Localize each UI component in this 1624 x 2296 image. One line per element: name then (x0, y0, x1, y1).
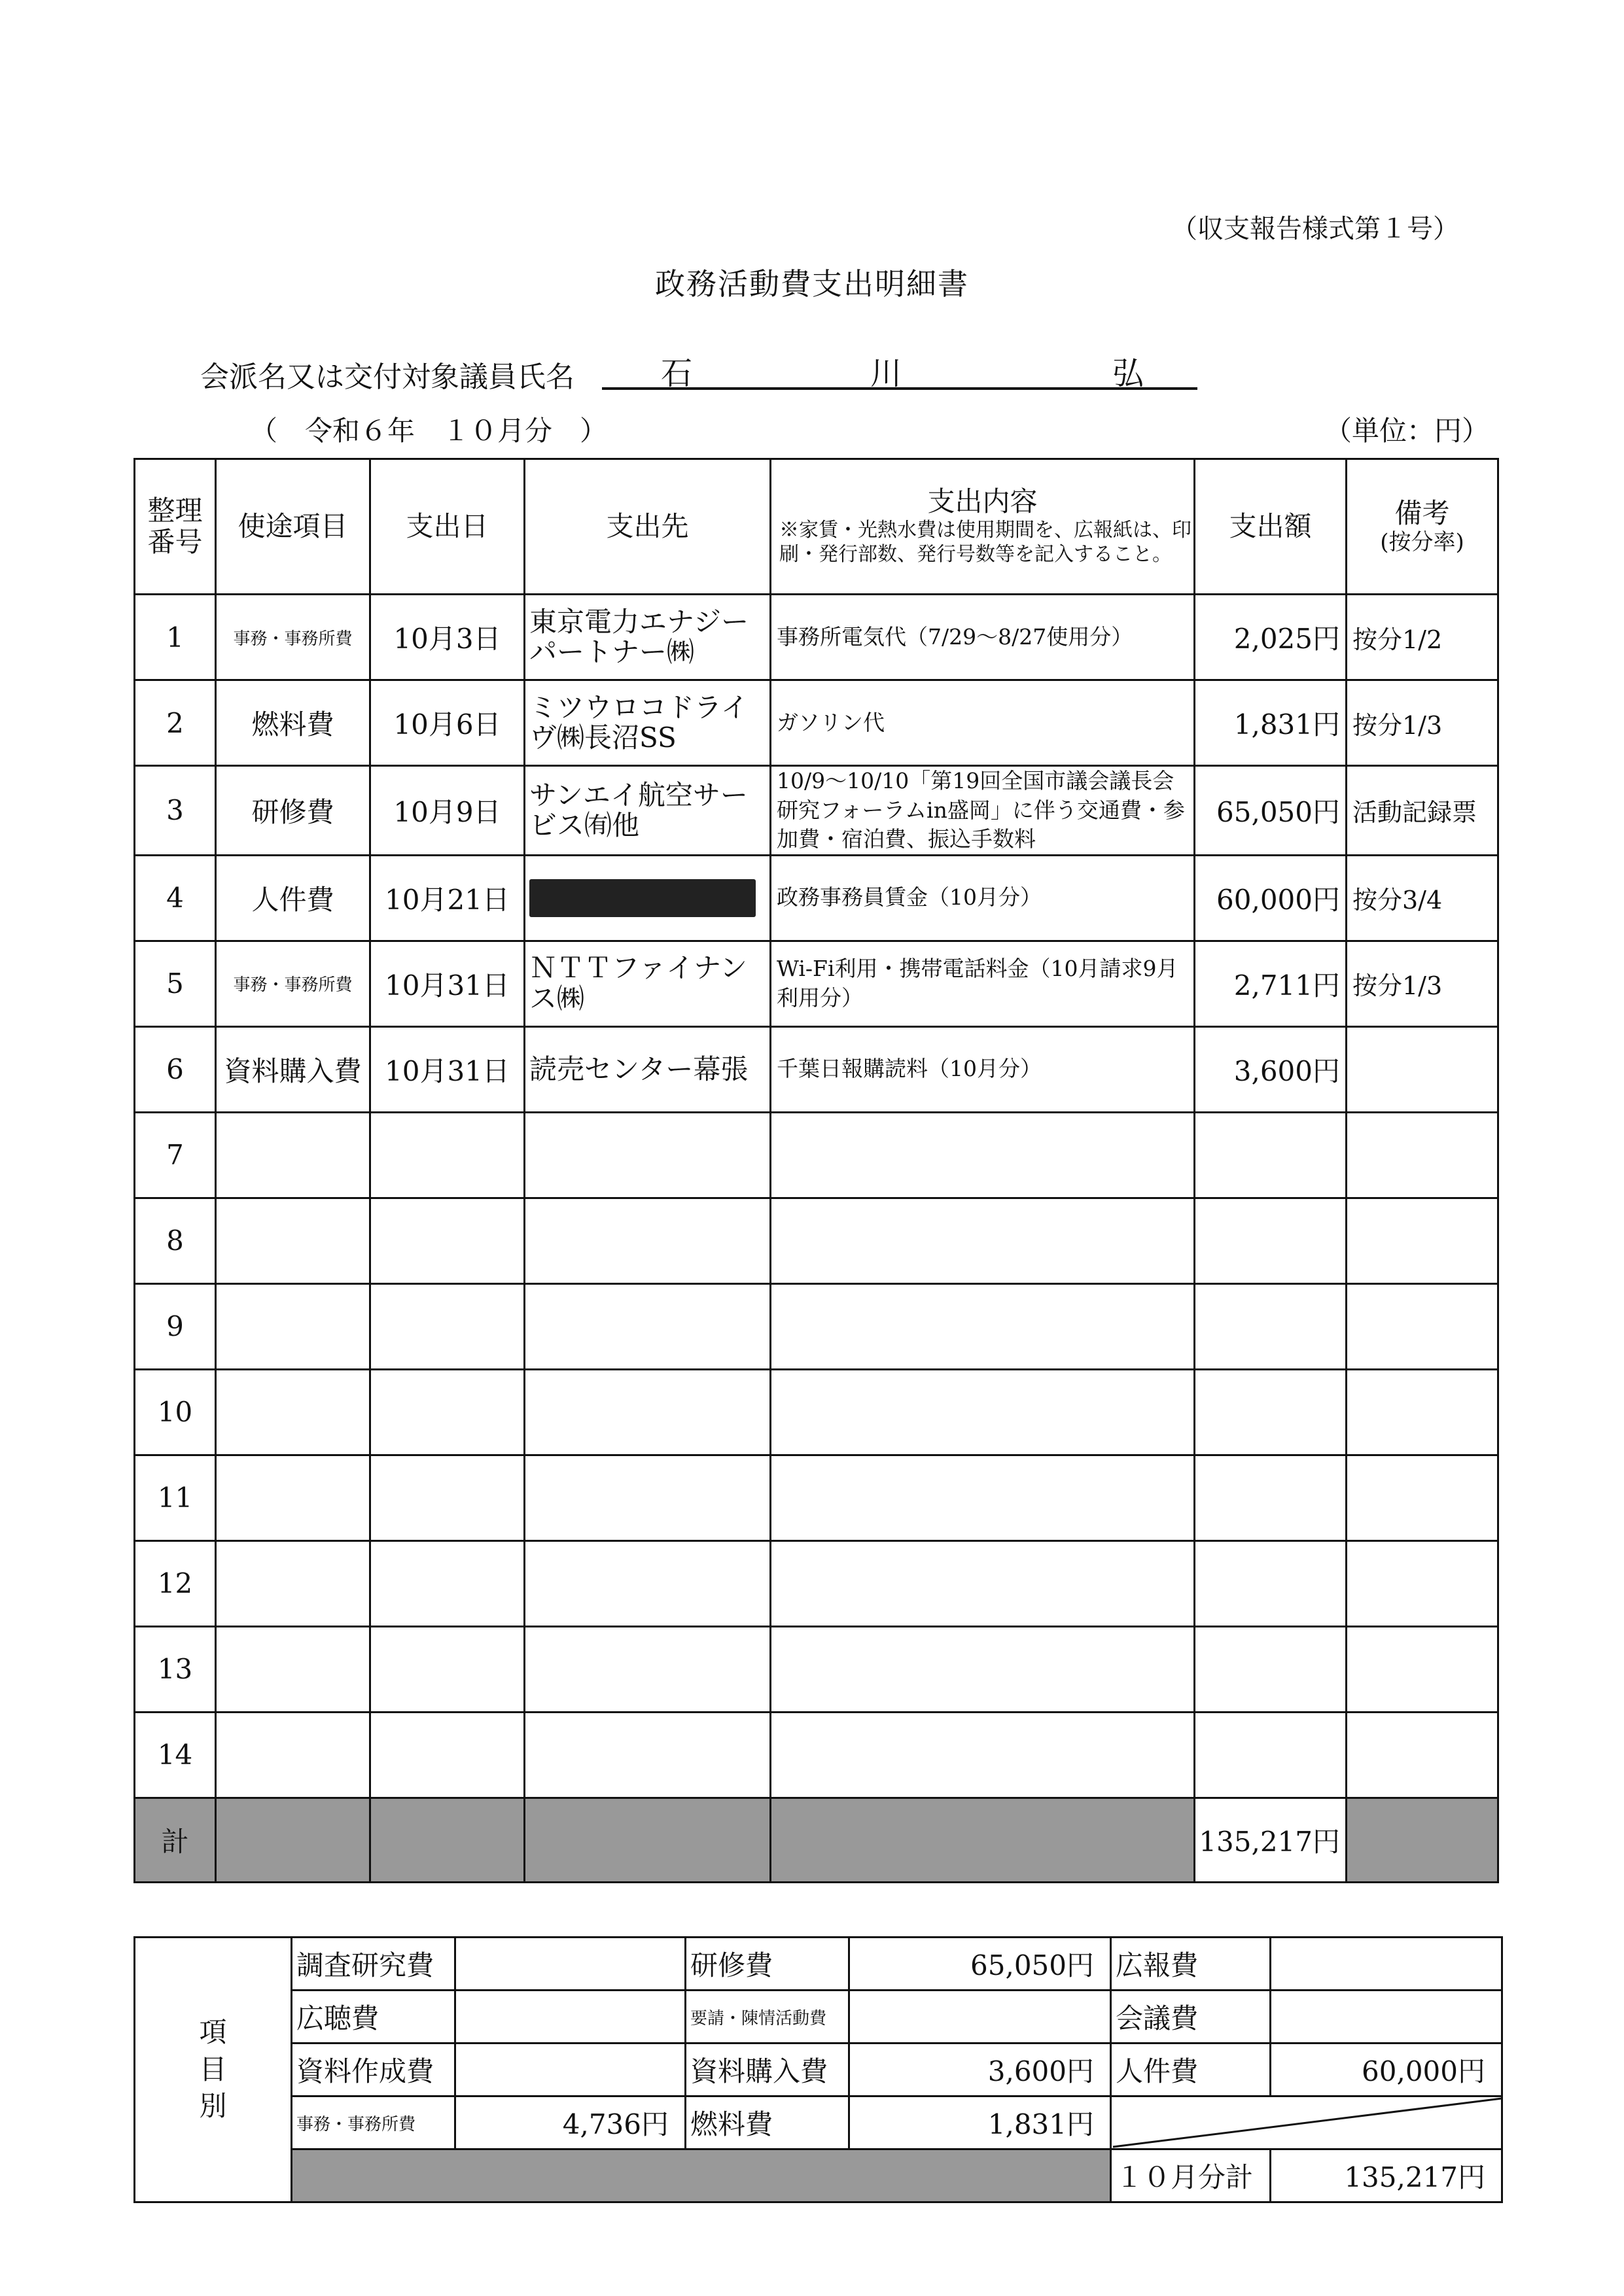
row-content: 10/9～10/10「第19回全国市議会議長会研究フォーラムin盛岡」に伴う交通費・参加費・宿泊費、振込手数料 (771, 766, 1195, 856)
row-payee: 読売センター幕張 (525, 1026, 771, 1112)
summary-item-amount (455, 1991, 686, 2044)
row-amount (1195, 1112, 1347, 1198)
row-content: 事務所電気代（7/29～8/27使用分） (771, 595, 1195, 680)
header-no: 整理 番号 (135, 459, 216, 595)
row-note (1347, 1283, 1498, 1369)
row-content: ガソリン代 (771, 680, 1195, 766)
row-amount (1195, 1540, 1347, 1626)
row-note (1347, 1455, 1498, 1540)
member-name-field (602, 348, 1197, 390)
row-payee (525, 1283, 771, 1369)
summary-row (135, 1938, 1502, 1991)
row-purpose (216, 1112, 370, 1198)
summary-item-label: 広聴費 (292, 1991, 455, 2044)
summary-row (135, 1991, 1502, 2044)
row-payee: ＮＴＴファイナンス㈱ (525, 941, 771, 1026)
row-number: 14 (135, 1712, 216, 1798)
row-content (771, 1198, 1195, 1283)
summary-item-label: 事務・事務所費 (292, 2096, 455, 2149)
total-row (135, 1798, 1498, 1882)
member-name-part: 川 (870, 355, 902, 392)
row-purpose: 資料購入費 (216, 1026, 370, 1112)
row-note (1347, 1112, 1498, 1198)
table-row (135, 1026, 1498, 1112)
row-note: 按分1/2 (1347, 595, 1498, 680)
row-content (771, 1369, 1195, 1455)
row-number: 2 (135, 680, 216, 766)
row-payee (525, 1198, 771, 1283)
summary-item-label: 人件費 (1111, 2044, 1271, 2096)
row-payee: サンエイ航空サービス㈲他 (525, 766, 771, 856)
row-number: 3 (135, 766, 216, 856)
summary-item-amount: 65,050円 (849, 1938, 1111, 1991)
summary-item-label: 調査研究費 (292, 1938, 455, 1991)
row-payee (525, 855, 771, 941)
summary-item-label: 広報費 (1111, 1938, 1271, 1991)
row-date: 10月31日 (370, 941, 525, 1026)
row-note: 按分3/4 (1347, 855, 1498, 941)
row-note (1347, 1198, 1498, 1283)
row-purpose: 事務・事務所費 (216, 941, 370, 1026)
row-date: 10月6日 (370, 680, 525, 766)
row-number: 5 (135, 941, 216, 1026)
month-total-label: １０月分計 (1111, 2149, 1271, 2202)
total-label: 計 (135, 1798, 216, 1882)
header-content-note: ※家賃・光熱水費は使用期間を、広報紙は、印刷・発行部数、発行号数等を記入すること。 (779, 518, 1192, 566)
unit-label: （単位：円） (1324, 415, 1490, 447)
summary-item-label: 資料作成費 (292, 2044, 455, 2096)
row-note (1347, 1540, 1498, 1626)
member-name-label: 会派名又は交付対象議員氏名 (200, 360, 574, 394)
summary-row (135, 2044, 1502, 2096)
row-date (370, 1369, 525, 1455)
member-name-part: 弘 (1112, 355, 1144, 392)
row-number: 13 (135, 1626, 216, 1712)
row-date: 10月21日 (370, 855, 525, 941)
row-payee (525, 1540, 771, 1626)
row-number: 10 (135, 1369, 216, 1455)
row-note: 按分1/3 (1347, 941, 1498, 1026)
row-date (370, 1626, 525, 1712)
table-row (135, 766, 1498, 856)
reporting-period: （ 令和６年 １０月分 ） (250, 415, 608, 447)
summary-item-amount (455, 1938, 686, 1991)
total-blank (1347, 1798, 1498, 1882)
row-amount (1195, 1626, 1347, 1712)
header-payee: 支出先 (525, 459, 771, 595)
row-note: 活動記録票 (1347, 766, 1498, 856)
table-row (135, 855, 1498, 941)
total-blank (370, 1798, 525, 1882)
summary-item-amount: 4,736円 (455, 2096, 686, 2149)
row-amount: 1,831円 (1195, 680, 1347, 766)
member-name-part: 石 (661, 355, 693, 392)
row-payee (525, 1112, 771, 1198)
row-purpose (216, 1712, 370, 1798)
summary-item-amount: 1,831円 (849, 2096, 1111, 2149)
row-date (370, 1455, 525, 1540)
row-payee: 東京電力エナジーパートナー㈱ (525, 595, 771, 680)
row-content (771, 1712, 1195, 1798)
row-amount: 60,000円 (1195, 855, 1347, 941)
row-note (1347, 1026, 1498, 1112)
expenditure-table (133, 458, 1499, 1883)
category-summary-table (133, 1936, 1503, 2203)
table-header-row (135, 459, 1498, 595)
redaction-bar (529, 879, 756, 917)
row-purpose (216, 1283, 370, 1369)
table-row (135, 595, 1498, 680)
header-note-label: 備考 (1394, 497, 1450, 530)
diagonal-strike (1112, 2097, 1503, 2148)
header-date: 支出日 (370, 459, 525, 595)
header-content (771, 459, 1195, 595)
row-purpose: 事務・事務所費 (216, 595, 370, 680)
row-number: 12 (135, 1540, 216, 1626)
row-content: 千葉日報購読料（10月分） (771, 1026, 1195, 1112)
row-payee (525, 1455, 771, 1540)
row-date (370, 1198, 525, 1283)
summary-item-label: 燃料費 (686, 2096, 849, 2149)
row-amount (1195, 1369, 1347, 1455)
row-number: 1 (135, 595, 216, 680)
header-note (1347, 459, 1498, 595)
summary-item-label: 要請・陳情活動費 (686, 1991, 849, 2044)
row-date (370, 1112, 525, 1198)
table-row (135, 1540, 1498, 1626)
table-row (135, 1712, 1498, 1798)
row-purpose (216, 1198, 370, 1283)
row-note: 按分1/3 (1347, 680, 1498, 766)
summary-row (135, 2096, 1502, 2149)
row-number: 6 (135, 1026, 216, 1112)
total-blank (525, 1798, 771, 1882)
row-payee (525, 1369, 771, 1455)
table-row (135, 1455, 1498, 1540)
row-number: 8 (135, 1198, 216, 1283)
row-purpose (216, 1626, 370, 1712)
row-payee: ミツウロコドライヴ㈱長沼SS (525, 680, 771, 766)
row-date (370, 1540, 525, 1626)
summary-item-label: 研修費 (686, 1938, 849, 1991)
table-row (135, 1112, 1498, 1198)
row-content (771, 1455, 1195, 1540)
table-row (135, 1369, 1498, 1455)
row-date (370, 1283, 525, 1369)
row-amount: 2,711円 (1195, 941, 1347, 1026)
row-amount (1195, 1198, 1347, 1283)
row-number: 9 (135, 1283, 216, 1369)
row-content (771, 1112, 1195, 1198)
table-row (135, 941, 1498, 1026)
row-content (771, 1626, 1195, 1712)
row-note (1347, 1369, 1498, 1455)
summary-item-label: 資料購入費 (686, 2044, 849, 2096)
row-amount (1195, 1455, 1347, 1540)
row-payee (525, 1626, 771, 1712)
summary-item-amount (1271, 1991, 1502, 2044)
total-amount: 135,217円 (1195, 1798, 1347, 1882)
row-note (1347, 1626, 1498, 1712)
total-blank (216, 1798, 370, 1882)
row-date: 10月9日 (370, 766, 525, 856)
summary-item-amount (1271, 1938, 1502, 1991)
header-purpose: 使途項目 (216, 459, 370, 595)
strike-through-cell (1111, 2096, 1502, 2149)
category-label: 項 目 別 (135, 1938, 292, 2202)
header-content-label: 支出内容 (927, 485, 1038, 518)
row-amount: 65,050円 (1195, 766, 1347, 856)
row-date (370, 1712, 525, 1798)
row-purpose: 燃料費 (216, 680, 370, 766)
row-purpose: 人件費 (216, 855, 370, 941)
row-payee (525, 1712, 771, 1798)
row-purpose (216, 1369, 370, 1455)
row-content (771, 1283, 1195, 1369)
table-row (135, 680, 1498, 766)
row-purpose: 研修費 (216, 766, 370, 856)
row-content (771, 1540, 1195, 1626)
summary-item-amount: 3,600円 (849, 2044, 1111, 2096)
header-amount: 支出額 (1195, 459, 1347, 595)
summary-item-amount (849, 1991, 1111, 2044)
summary-item-amount: 60,000円 (1271, 2044, 1502, 2096)
row-date: 10月31日 (370, 1026, 525, 1112)
row-content: 政務事務員賃金（10月分） (771, 855, 1195, 941)
table-row (135, 1198, 1498, 1283)
document-title: 政務活動費支出明細書 (655, 266, 969, 302)
table-row (135, 1283, 1498, 1369)
row-amount (1195, 1283, 1347, 1369)
summary-shaded-blank (292, 2149, 1111, 2202)
summary-item-amount (455, 2044, 686, 2096)
summary-item-label: 会議費 (1111, 1991, 1271, 2044)
row-purpose (216, 1455, 370, 1540)
form-number: （収支報告様式第１号） (1171, 214, 1459, 244)
row-amount: 2,025円 (1195, 595, 1347, 680)
header-note-sub: (按分率) (1380, 529, 1464, 555)
row-date: 10月3日 (370, 595, 525, 680)
row-amount (1195, 1712, 1347, 1798)
month-total-amount: 135,217円 (1271, 2149, 1502, 2202)
summary-total-row (135, 2149, 1502, 2202)
row-number: 11 (135, 1455, 216, 1540)
row-amount: 3,600円 (1195, 1026, 1347, 1112)
total-blank (771, 1798, 1195, 1882)
row-number: 4 (135, 855, 216, 941)
row-purpose (216, 1540, 370, 1626)
row-number: 7 (135, 1112, 216, 1198)
row-note (1347, 1712, 1498, 1798)
row-content: Wi-Fi利用・携帯電話料金（10月請求9月利用分） (771, 941, 1195, 1026)
table-row (135, 1626, 1498, 1712)
